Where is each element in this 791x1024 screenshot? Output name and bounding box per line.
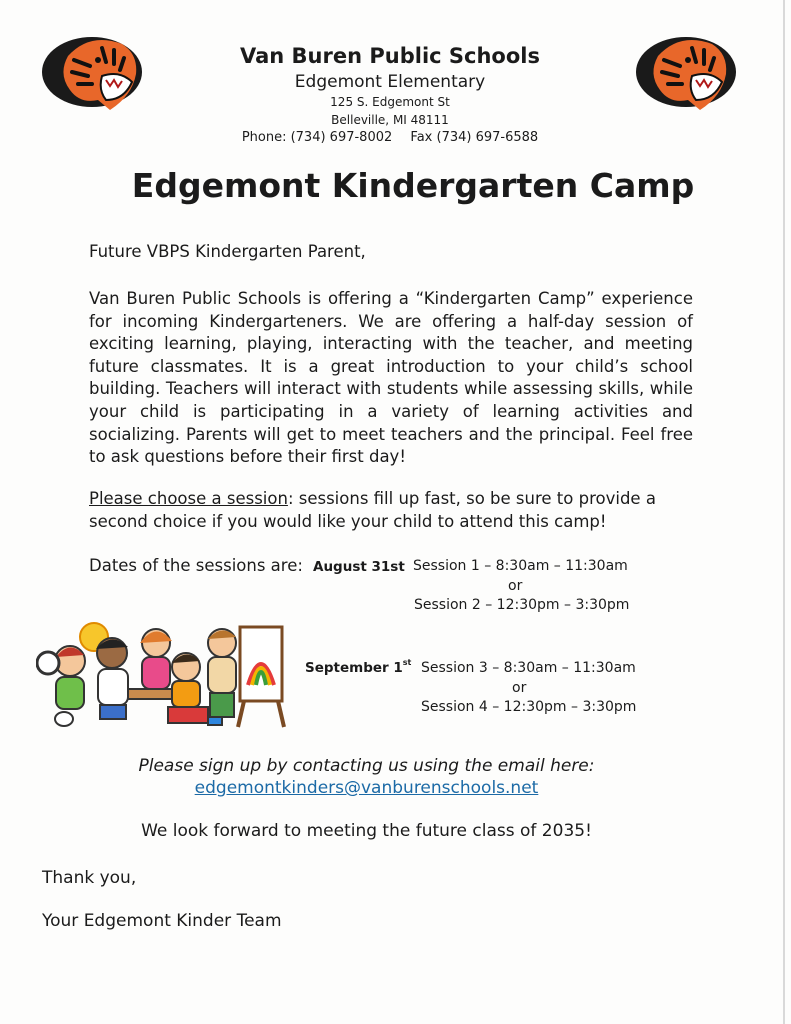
tiger-logo-left-icon xyxy=(40,26,150,116)
school-name: Edgemont Elementary xyxy=(294,72,486,92)
session-3: Session 3 – 8:30am – 11:30am xyxy=(421,660,636,676)
greeting: Future VBPS Kindergarten Parent, xyxy=(89,242,366,261)
intro-paragraph: Van Buren Public Schools is offering a “Kindergarten Camp” experience for incoming Kindergarteners. We are offering a half-day session of exciting learning, playing, interacting with the teacher, and meeting future classmates. It is a great introduction to your child’s school building. Teachers will interact with students while assessing skills, while your child is participating in a variety of learning activities and socializing. Parents will get to meet teachers and the principal. Feel free to ask questions before their first day! xyxy=(89,289,693,467)
phone-number: Phone: (734) 697-8002 xyxy=(241,130,393,145)
dates-intro: Dates of the sessions are: xyxy=(89,556,303,575)
or-1: or xyxy=(508,578,523,594)
or-2: or xyxy=(512,680,527,696)
choose-session-label: Please choose a session xyxy=(89,489,288,508)
signature: Your Edgemont Kinder Team xyxy=(42,911,282,931)
page-edge xyxy=(783,0,785,1024)
school-street: 125 S. Edgemont St xyxy=(330,95,450,109)
session-1: Session 1 – 8:30am – 11:30am xyxy=(413,558,628,574)
tiger-logo-right-icon xyxy=(628,26,738,116)
choose-session-text xyxy=(89,488,693,533)
session-2: Session 2 – 12:30pm – 3:30pm xyxy=(414,597,630,613)
choose-session-detail: : sessions fill up fast, so be sure to provide a second choice if you would like your child to attend this camp! xyxy=(89,489,656,531)
contact-line xyxy=(200,130,580,145)
thanks-line: Thank you, xyxy=(42,868,137,888)
page-title: Edgemont Kindergarten Camp xyxy=(131,166,695,205)
children-clipart-icon xyxy=(36,615,286,730)
signup-text: Please sign up by contacting us using the email here: xyxy=(138,756,595,776)
signup-email-link[interactable]: edgemontkinders@vanburenschools.net xyxy=(194,778,539,798)
date-august: August 31st xyxy=(313,559,405,575)
closing-line: We look forward to meeting the future class of 2035! xyxy=(141,821,592,841)
date-september: September 1st xyxy=(305,658,412,676)
session-4: Session 4 – 12:30pm – 3:30pm xyxy=(421,699,637,715)
fax-number: Fax (734) 697-6588 xyxy=(410,130,539,145)
district-name: Van Buren Public Schools xyxy=(240,44,540,68)
school-city: Belleville, MI 48111 xyxy=(331,113,449,127)
date-september-sup: st xyxy=(402,658,412,667)
